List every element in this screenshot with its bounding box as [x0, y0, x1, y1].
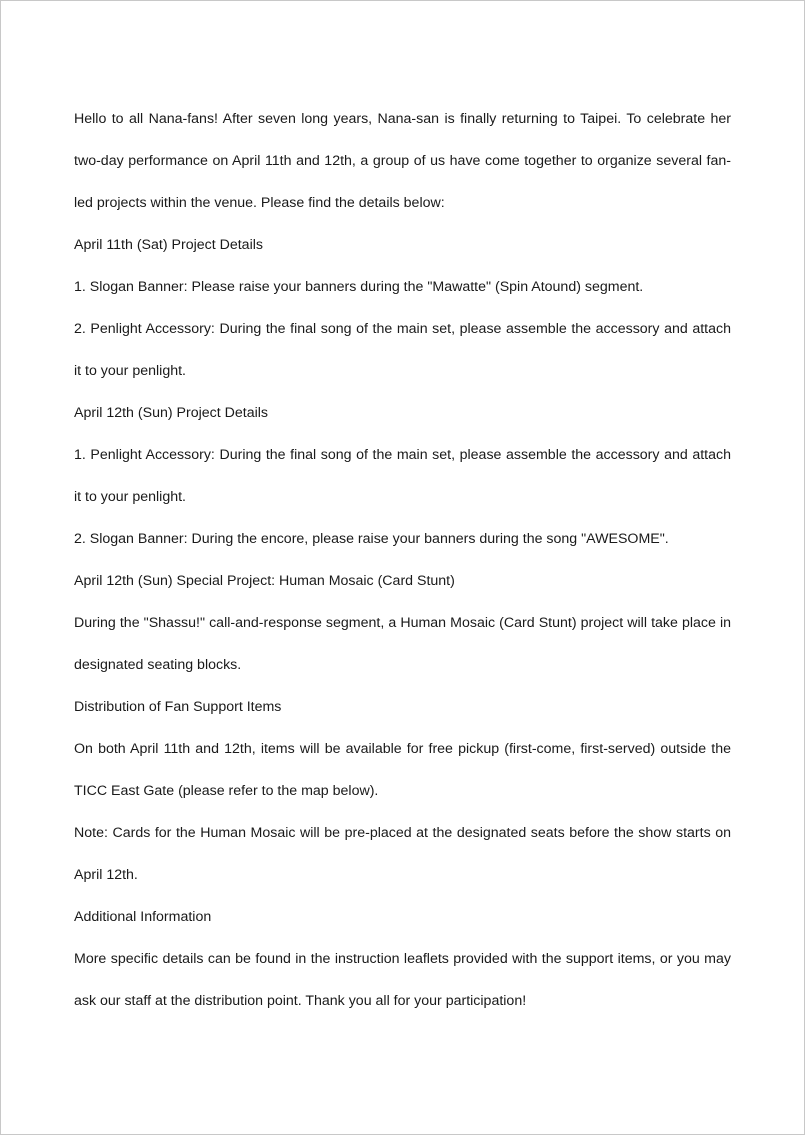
- april-12-item-penlight-accessory: 1. Penlight Accessory: During the final song of the main set, please assemble the accessory and attach it to your penlight.: [74, 447, 731, 505]
- april-11-item-slogan-banner: 1. Slogan Banner: Please raise your banners during the "Mawatte" (Spin Atound) segment.: [74, 279, 644, 295]
- april-12-item-slogan-banner: 2. Slogan Banner: During the encore, please raise your banners during the song "AWESOME".: [74, 531, 669, 547]
- additional-info-paragraph: More specific details can be found in the instruction leaflets provided with the support items, or you may ask our staff at the distribution point. Thank you all for your participation!: [74, 951, 731, 1009]
- distribution-note: Note: Cards for the Human Mosaic will be pre-placed at the designated seats before the show starts on April 12th.: [74, 825, 731, 883]
- april-11-item-penlight-accessory: 2. Penlight Accessory: During the final song of the main set, please assemble the accessory and attach it to your penlight.: [74, 321, 731, 379]
- section-heading-distribution: Distribution of Fan Support Items: [74, 699, 282, 715]
- human-mosaic-paragraph: During the "Shassu!" call-and-response segment, a Human Mosaic (Card Stunt) project will take place in designated seating blocks.: [74, 615, 731, 673]
- section-heading-human-mosaic: April 12th (Sun) Special Project: Human Mosaic (Card Stunt): [74, 573, 455, 589]
- section-heading-additional-info: Additional Information: [74, 909, 212, 925]
- section-heading-april-11: April 11th (Sat) Project Details: [74, 237, 263, 253]
- section-heading-april-12: April 12th (Sun) Project Details: [74, 405, 268, 421]
- document-body: [74, 98, 731, 1022]
- intro-paragraph: Hello to all Nana-fans! After seven long years, Nana-san is finally returning to Taipei. To celebrate her two-day performance on April 11th and 12th, a group of us have come together to organize several fan-led projects within the venue. Please find the details below:: [74, 111, 731, 211]
- distribution-paragraph: On both April 11th and 12th, items will be available for free pickup (first-come, first-served) outside the TICC East Gate (please refer to the map below).: [74, 741, 731, 799]
